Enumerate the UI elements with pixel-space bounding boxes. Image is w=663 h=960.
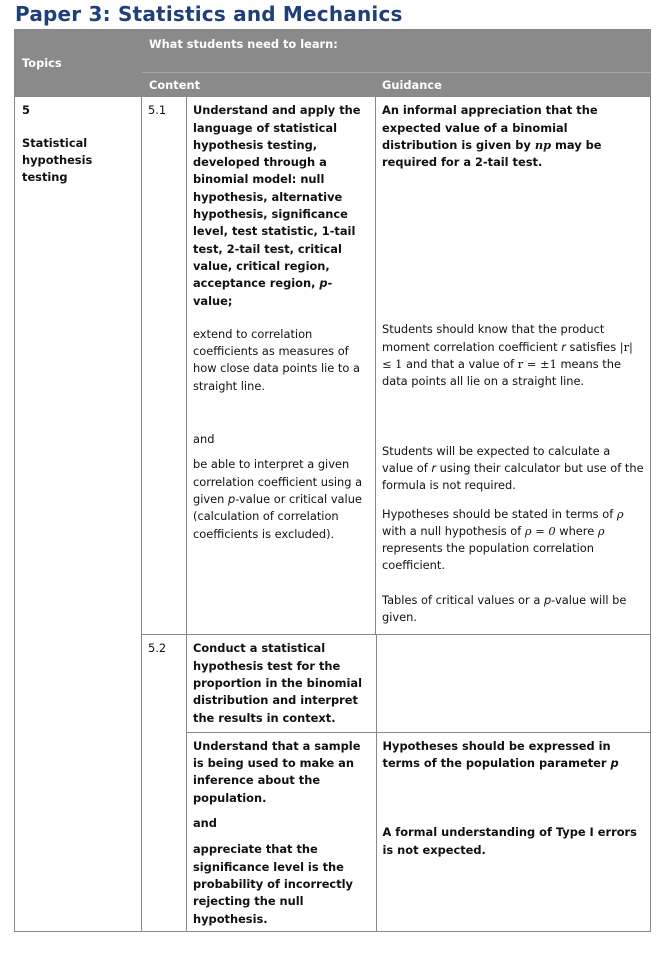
content-5-1-and: and xyxy=(193,432,215,447)
content-5-1 xyxy=(187,97,376,635)
topic-cell xyxy=(15,97,142,932)
content-5-2-and: and xyxy=(193,816,217,831)
section-number-5-2-text: 5.2 xyxy=(148,641,167,656)
page-title: Paper 3: Statistics and Mechanics xyxy=(15,2,403,26)
content-5-2-conduct: Conduct a statistical hypothesis test for the proportion in the binomial distribution and interpret the results in context. xyxy=(187,635,376,732)
guidance-5-1-main: An informal appreciation that the expected value of a binomial distribution is given by np may be required for a 2-tail test. xyxy=(382,103,602,170)
guidance-5-2-rest xyxy=(376,732,651,930)
content-5-1-extend: extend to correlation coefficients as measures of how close data points lie to a straight line. xyxy=(193,326,360,393)
section-number-5-1-text: 5.1 xyxy=(148,103,167,118)
guidance-5-1 xyxy=(376,97,651,635)
guidance-5-2-understand: Hypotheses should be expressed in terms of the population parameter p xyxy=(382,738,619,771)
guidance-5-1-calc: Students will be expected to calculate a value of r using their calculator but use of the formula is not required. xyxy=(382,443,644,493)
topic-number: 5 xyxy=(22,103,30,118)
content-5-2-understand: Understand that a sample is being used to make an inference about the population. xyxy=(193,738,361,805)
row-5-1 xyxy=(15,97,651,635)
guidance-5-2-empty xyxy=(376,635,651,732)
topic-name: Statistical hypothesis testing xyxy=(22,135,93,185)
sec52-inner xyxy=(187,635,651,930)
spec-table xyxy=(14,29,651,932)
content-5-2-rest xyxy=(187,732,376,930)
header-what-students: What students need to learn: xyxy=(142,30,651,73)
content-5-1-interpret: be able to interpret a given correlation coefficient using a given p-value or critical value (calculation of correlation coefficients is excluded). xyxy=(193,457,363,541)
header-topics: Topics xyxy=(15,30,142,97)
guidance-5-1-extend: Students should know that the product moment correlation coefficient r satisfies |r| ≤ 1 and that a value of r = ±1 means the data points all lie on a straight line. xyxy=(382,322,633,389)
section-number-5-2 xyxy=(142,635,187,931)
header-row-1 xyxy=(15,30,651,73)
guidance-5-1-hyp: Hypotheses should be stated in terms of ρ with a null hypothesis of ρ = 0 where ρ represents the population correlation coefficient. xyxy=(382,506,624,573)
header-content: Content xyxy=(142,73,376,97)
guidance-5-1-tables: Tables of critical values or a p-value will be given. xyxy=(382,592,627,625)
content-5-1-main: Understand and apply the language of statistical hypothesis testing, developed through a binomial model: null hypothesis, alternative hypothesis, significance level, test statistic, 1-tail test, 2-tail test, critical value, critical region, acceptance region, p-value; xyxy=(193,103,361,308)
header-guidance: Guidance xyxy=(376,73,651,97)
content-5-2-block xyxy=(187,635,651,931)
guidance-5-2-appreciate: A formal understanding of Type I errors is not expected. xyxy=(382,825,637,857)
section-number-5-1 xyxy=(142,97,187,635)
content-5-2-appreciate: appreciate that the significance level is the probability of incorrectly rejecting the null hypothesis. xyxy=(193,842,353,926)
